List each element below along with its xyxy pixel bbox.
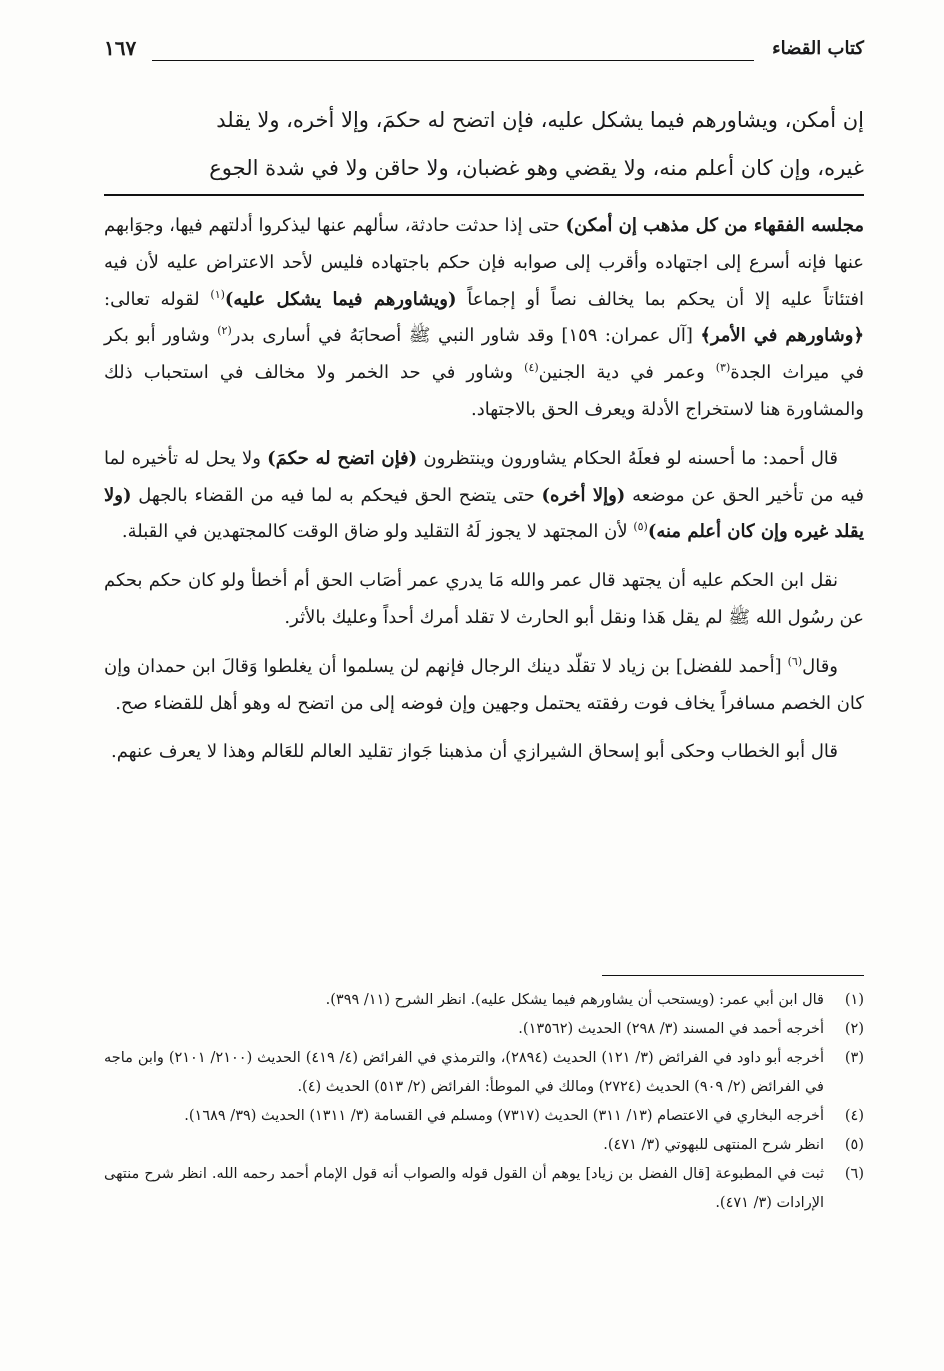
footnote-number: (٢) bbox=[844, 1021, 864, 1037]
matn-separator bbox=[104, 194, 864, 196]
matn-text bbox=[104, 96, 864, 192]
footnote-text: أخرجه أحمد في المسند (٣/ ٢٩٨) الحديث (١٣٥٦٢). bbox=[518, 1021, 824, 1037]
text: [آل عمران: ١٥٩] وقد شاور النبي ﷺ أصحابَهُ في أسارى بدر bbox=[231, 325, 701, 347]
text: حتى إذا حدثت حادثة، سألهم عنها ليذكروا أدلتهم فيها، وجوَابهم عنها فإنه أسرع إلى اجتهاده وأقرب إلى صوابه فإن حكم باجتهاده فليس لأحد الاعتراض عليه لأن فيه افتئاتاً عليه إلا أن يحكم بما يخالف نصاً أو إجماعاً bbox=[104, 215, 865, 310]
text: وعمر في دية الجنين bbox=[538, 362, 716, 384]
text: حتى يتضح الحق فيحكم به لما فيه من القضاء بالجهل bbox=[131, 484, 542, 506]
footnote bbox=[104, 1160, 864, 1218]
footnote-separator bbox=[602, 975, 864, 976]
footnote-number: (٥) bbox=[844, 1137, 864, 1153]
footnote-number: (٣) bbox=[844, 1050, 864, 1066]
running-title: كتاب القضاء bbox=[772, 38, 864, 59]
footnote-number: (١) bbox=[844, 992, 864, 1008]
footnote-ref: (١) bbox=[210, 287, 225, 301]
footnote-text: أخرجه البخاري في الاعتصام (١٣/ ٣١١) الحديث (٧٣١٧) ومسلم في القسامة (٣/ ١٣١١) الحديث (٣٩/ ١٦٨٩). bbox=[184, 1108, 824, 1124]
text: قال أبو الخطاب وحكى أبو إسحاق الشيرازي أن مذهبنا جَواز تقليد العالم للعَالم وهذا لا يعرف عنهم. bbox=[110, 741, 838, 763]
footnote-number: (٦) bbox=[844, 1166, 864, 1182]
text: ولا يحل له تأخيره لما فيه من تأخير الحق عن موضعه bbox=[104, 447, 865, 506]
header-rule bbox=[152, 60, 754, 61]
text: لأن المجتهد لا يجوز لَهُ التقليد ولو ضاق الوقت كالمجتهدين في القبلة. bbox=[121, 521, 634, 543]
page-header bbox=[104, 38, 864, 68]
page-number: ١٦٧ bbox=[104, 36, 137, 60]
commentary bbox=[104, 208, 864, 783]
footnote bbox=[104, 1102, 864, 1131]
commentary-paragraph bbox=[104, 649, 864, 723]
bold-quote: (ويشاورهم فيما يشكل عليه) bbox=[224, 288, 457, 310]
bold-quote: مجلسه الفقهاء من كل مذهب إن أمكن) bbox=[565, 215, 864, 236]
text: قال أحمد: ما أحسنه لو فعلَهُ الحكام يشاورون وينتظرون bbox=[417, 447, 839, 469]
text: وشاور أبو بكر في ميراث الجدة bbox=[104, 325, 864, 384]
matn-line: إن أمكن، ويشاورهم فيما يشكل عليه، فإن اتضح له حكمَ، وإلا أخره، ولا يقلد bbox=[216, 108, 864, 132]
footnotes bbox=[104, 986, 864, 1218]
footnote-text: انظر شرح المنتهى للبهوتي (٣/ ٤٧١). bbox=[603, 1137, 824, 1153]
footnote-ref: (٣) bbox=[715, 361, 731, 375]
text: وقال bbox=[802, 655, 838, 677]
commentary-paragraph bbox=[104, 563, 864, 637]
footnote-ref: (٥) bbox=[633, 520, 648, 534]
footnote-text: قال ابن أبي عمر: (ويستحب أن يشاورهم فيما يشكل عليه). انظر الشرح (١١/ ٣٩٩). bbox=[325, 992, 824, 1008]
footnote bbox=[104, 1015, 864, 1044]
bold-quote: (فإن اتضح له حكمَ) bbox=[267, 447, 418, 469]
text: [أحمد للفضل] بن زياد لا تقلّد دينك الرجال فإنهم لن يسلموا أن يغلطوا وَقالَ ابن حمدان وإن كان الخصم مسافراً يخاف فوت رفقته يحتمل وجهين وإن فوضه إلى من اتضح له وهو أهل للقضاء صح. bbox=[104, 655, 864, 714]
commentary-paragraph bbox=[104, 441, 864, 551]
footnote-text: ثبت في المطبوعة [قال الفضل بن زياد] يوهم أن القول قوله والصواب أنه قول الإمام أحمد رحمه الله. انظر شرح منتهى الإرادات (٣/ ٤٧١). bbox=[104, 1166, 824, 1211]
footnote bbox=[104, 1044, 864, 1102]
commentary-paragraph bbox=[104, 734, 864, 771]
matn-line: غيره، وإن كان أعلم منه، ولا يقضي وهو غضبان، ولا حاقن ولا في شدة الجوع bbox=[209, 156, 864, 180]
text: لقوله تعالى: bbox=[104, 288, 211, 310]
commentary-paragraph bbox=[104, 208, 864, 429]
footnote-ref: (٢) bbox=[217, 324, 232, 338]
text: نقل ابن الحكم عليه أن يجتهد قال عمر والله مَا يدري عمر أصَاب الحق أم أخطأ ولو كان حكم بحكم عن رسُول الله ﷺ لم يقل هَذا ونقل أبو الحارث لا تقلد أمرك أحداً وعليك بالأثر. bbox=[104, 570, 864, 628]
footnote bbox=[104, 986, 864, 1015]
footnote-number: (٤) bbox=[844, 1108, 864, 1124]
text: وشاور في حد الخمر ولا مخالف في استحباب ذلك والمشاورة هنا لاستخراج الأدلة ويعرف الحق بالاجتهاد. bbox=[104, 362, 864, 420]
footnote-text: أخرجه أبو داود في الفرائض (٣/ ١٢١) الحديث (٢٨٩٤)، والترمذي في الفرائض (٤/ ٤١٩) الحديث (٢١٠٠/ ٢١٠١) وابن ماجه في الفرائض (٢/ ٩٠٩) الحديث (٢٧٢٤) ومالك في الموطأ: الفرائض (٢/ ٥١٣) الحديث (٤). bbox=[104, 1050, 824, 1095]
bold-quote: (وإلا أخره) bbox=[541, 484, 626, 506]
bold-quote: (ولا يقلد غيره وإن كان أعلم منه) bbox=[104, 484, 864, 543]
footnote-ref: (٤) bbox=[524, 361, 539, 375]
footnote-ref: (٦) bbox=[787, 654, 803, 668]
footnote bbox=[104, 1131, 864, 1160]
quran-quote: ﴿وشاورهم في الأمر﴾ bbox=[700, 325, 864, 347]
